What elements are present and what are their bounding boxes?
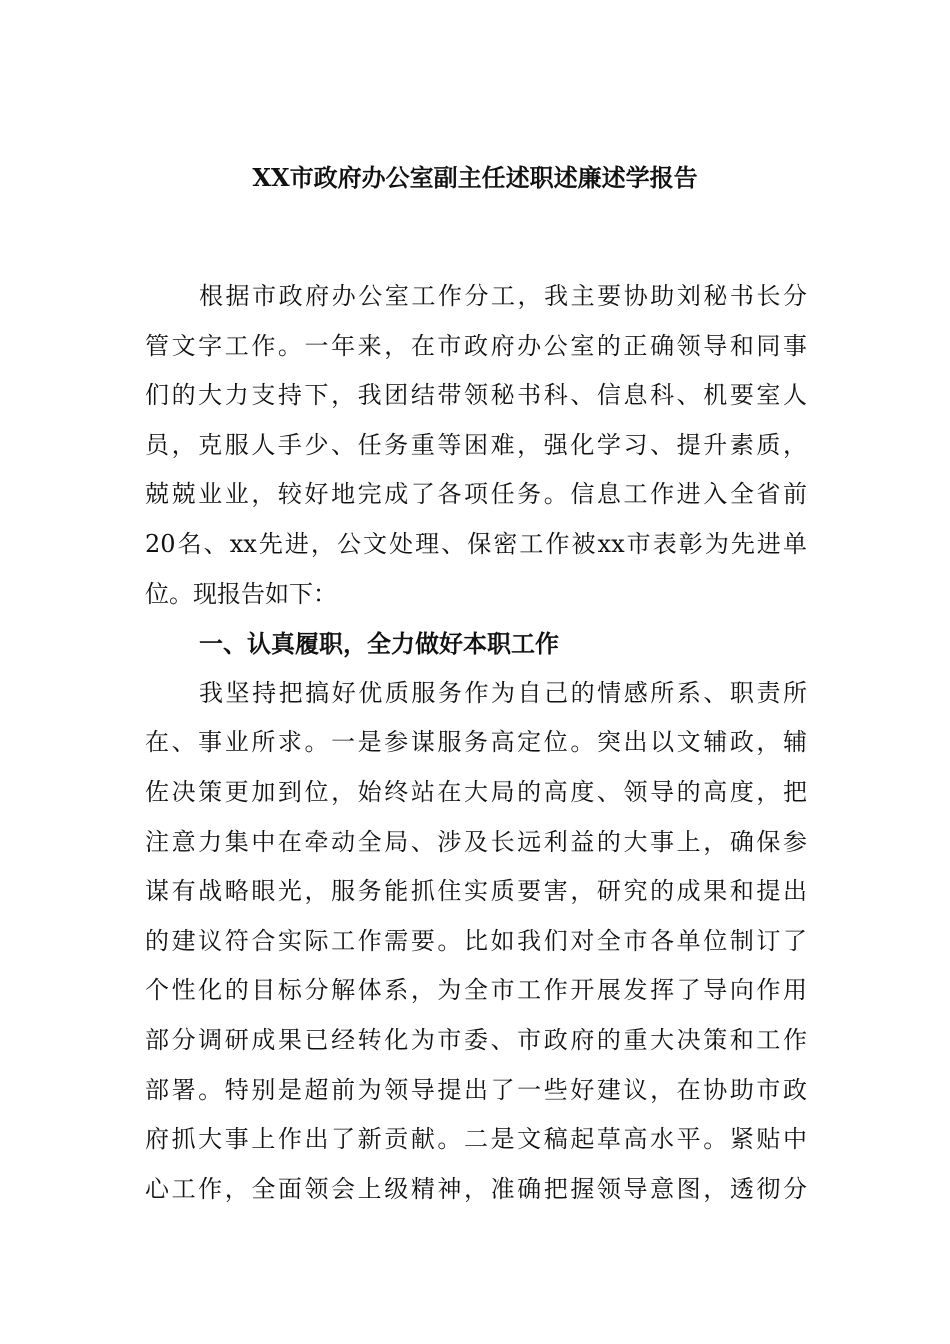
paragraph-line: 部署。特别是超前为领导提出了一些好建议，在协助市政 — [145, 1075, 807, 1104]
paragraph-line: 佐决策更加到位，始终站在大局的高度、领导的高度，把 — [145, 777, 807, 806]
paragraph-line: 兢兢业业，较好地完成了各项任务。信息工作进入全省前 — [145, 480, 807, 509]
paragraph-line: 个性化的目标分解体系，为全市工作开展发挥了导向作用 — [145, 976, 807, 1005]
paragraph-line: 员，克服人手少、任务重等困难，强化学习、提升素质， — [145, 430, 807, 459]
paragraph-line: 的建议符合实际工作需要。比如我们对全市各单位制订了 — [145, 926, 807, 955]
paragraph-line: 府抓大事上作出了新贡献。二是文稿起草高水平。紧贴中 — [145, 1125, 807, 1154]
document-body — [145, 272, 807, 1214]
paragraph-line: 在、事业所求。一是参谋服务高定位。突出以文辅政，辅 — [145, 728, 807, 757]
section-heading: 一、认真履职，全力做好本职工作 — [199, 629, 559, 659]
paragraph-line: 心工作，全面领会上级精神，准确把握领导意图，透彻分 — [145, 1174, 807, 1203]
paragraph-line: 位。现报告如下： — [145, 579, 337, 608]
paragraph-line: 根据市政府办公室工作分工，我主要协助刘秘书长分 — [199, 282, 807, 310]
paragraph-line: 管文字工作。一年来，在市政府办公室的正确领导和同事 — [145, 331, 807, 360]
paragraph-line: 注意力集中在牵动全局、涉及长远利益的大事上，确保参 — [145, 827, 807, 856]
paragraph-line: 我坚持把搞好优质服务作为自己的情感所系、职责所 — [199, 678, 807, 707]
document-title: XX市政府办公室副主任述职述廉述学报告 — [252, 163, 698, 192]
paragraph-line: 部分调研成果已经转化为市委、市政府的重大决策和工作 — [145, 1025, 807, 1054]
paragraph-line: 20名、xx先进，公文处理、保密工作被xx市表彰为先进单 — [145, 529, 807, 558]
paragraph-line: 谋有战略眼光，服务能抓住实质要害，研究的成果和提出 — [145, 877, 807, 906]
paragraph-line: 们的大力支持下，我团结带领秘书科、信息科、机要室人 — [145, 381, 807, 410]
